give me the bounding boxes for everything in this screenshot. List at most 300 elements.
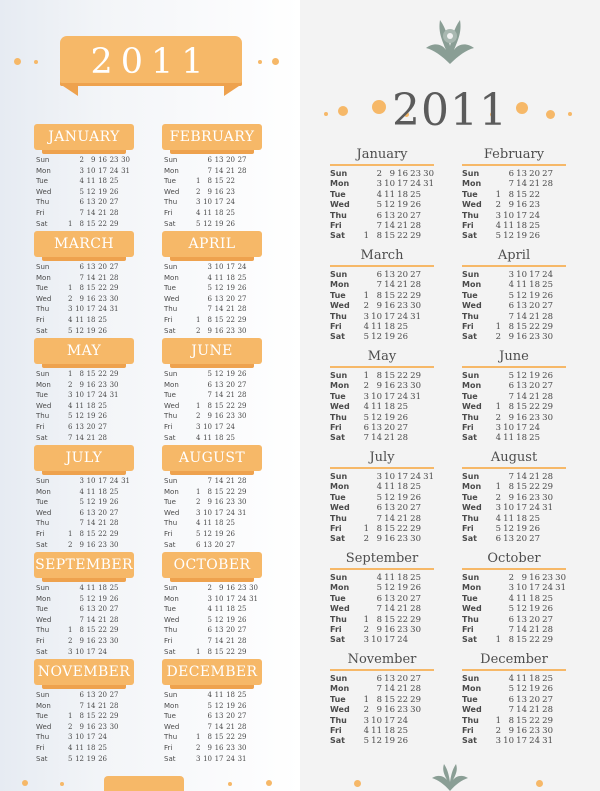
weekday-label: Thu <box>164 733 178 742</box>
day-numbers <box>189 615 262 626</box>
day-numbers <box>356 524 434 534</box>
day-number: 23 <box>237 584 247 592</box>
day-numbers <box>61 208 134 219</box>
day-numbers <box>61 262 134 273</box>
day-number: 17 <box>384 635 395 646</box>
week-row <box>162 208 262 219</box>
month-name: JUNE <box>162 338 262 364</box>
day-number: 15 <box>86 529 96 538</box>
day-numbers <box>61 315 134 326</box>
right-calendar-panel <box>300 0 600 791</box>
day-number: 30 <box>410 534 421 545</box>
day-numbers <box>356 503 434 513</box>
day-number <box>488 674 501 684</box>
day-number: 13 <box>503 534 514 545</box>
day-number <box>553 312 566 322</box>
day-number: 6 <box>495 534 501 545</box>
week-row <box>162 754 262 765</box>
weekday-label: Sat <box>164 326 176 335</box>
day-number <box>356 221 369 231</box>
day-number: 1 <box>196 647 201 656</box>
week-row <box>330 433 434 443</box>
day-numbers <box>61 283 134 294</box>
day-number: 25 <box>529 433 540 444</box>
weekday-label: Sat <box>462 635 477 645</box>
day-number: 23 <box>397 534 408 545</box>
day-number: 15 <box>384 523 395 534</box>
week-row <box>162 219 262 230</box>
week-row <box>34 508 134 519</box>
day-number: 13 <box>384 593 395 604</box>
weekday-label: Tue <box>462 492 478 502</box>
month-underline <box>330 467 434 469</box>
day-number <box>408 332 421 342</box>
weekday-label: Mon <box>36 487 51 496</box>
day-number <box>189 283 201 294</box>
week-row <box>162 433 262 444</box>
day-number <box>189 369 201 380</box>
weekday-label: Sat <box>462 736 477 746</box>
day-number: 1 <box>196 733 201 742</box>
day-numbers <box>189 508 262 519</box>
day-number: 2 <box>495 200 501 211</box>
day-number: 24 <box>397 635 408 646</box>
day-number: 5 <box>495 523 501 534</box>
day-numbers <box>356 534 434 544</box>
day-number: 21 <box>98 701 107 710</box>
day-number: 17 <box>86 647 96 656</box>
day-number: 15 <box>86 626 96 635</box>
day-number: 13 <box>516 694 527 705</box>
day-number: 4 <box>68 315 73 324</box>
day-number <box>189 304 201 315</box>
day-number <box>189 390 201 401</box>
weekday-label: Thu <box>36 305 50 314</box>
day-number: 29 <box>410 371 421 381</box>
week-row <box>162 273 262 284</box>
week-row <box>330 280 434 290</box>
day-number <box>356 674 369 684</box>
week-row <box>162 529 262 540</box>
day-number: 12 <box>75 326 84 335</box>
day-number: 12 <box>516 604 527 615</box>
day-number: 7 <box>376 220 382 231</box>
week-row <box>330 301 434 311</box>
day-number: 19 <box>384 412 395 423</box>
day-number: 17 <box>98 166 107 175</box>
weekday-label: Thu <box>164 198 178 207</box>
day-number: 24 <box>397 391 408 402</box>
week-row <box>162 625 262 636</box>
decor-dot <box>272 58 279 65</box>
day-number: 6 <box>79 691 84 699</box>
day-number: 25 <box>226 208 235 217</box>
day-numbers <box>488 472 566 482</box>
day-number <box>235 208 247 219</box>
day-number: 24 <box>529 210 540 221</box>
day-number: 16 <box>214 498 224 507</box>
day-number: 21 <box>397 513 408 524</box>
day-number <box>356 684 369 694</box>
day-number: 22 <box>226 401 235 410</box>
day-number <box>421 433 434 443</box>
day-number <box>488 472 501 482</box>
day-number: 2 <box>495 412 501 423</box>
day-number: 31 <box>109 305 119 314</box>
day-number: 14 <box>214 166 224 175</box>
day-number <box>61 197 73 208</box>
day-number <box>235 176 247 187</box>
day-number: 29 <box>109 219 119 228</box>
week-row <box>34 411 134 422</box>
day-number <box>421 332 434 342</box>
day-number <box>235 529 247 540</box>
day-number: 3 <box>508 583 514 594</box>
day-number: 16 <box>529 573 540 583</box>
day-number: 26 <box>237 701 247 710</box>
week-row <box>34 273 134 284</box>
week-row <box>462 736 566 746</box>
day-number: 7 <box>79 701 84 710</box>
day-number: 20 <box>397 270 408 280</box>
day-number: 25 <box>397 725 408 736</box>
day-number: 10 <box>75 305 84 314</box>
weekday-label: Tue <box>330 694 346 704</box>
day-numbers <box>356 413 434 423</box>
year-title-right: 2011 <box>392 85 508 136</box>
day-number: 23 <box>226 498 235 507</box>
day-number: 3 <box>207 263 212 271</box>
day-number: 22 <box>397 694 408 705</box>
day-number <box>553 322 566 332</box>
weekday-label: Wed <box>164 401 180 410</box>
month-name: March <box>360 248 404 263</box>
month-underline <box>462 366 566 368</box>
month-block-september <box>330 550 434 646</box>
day-number <box>247 273 259 284</box>
month-name: May <box>367 349 397 364</box>
day-numbers <box>488 280 566 290</box>
day-number <box>247 315 259 326</box>
day-number: 14 <box>214 722 224 731</box>
month-days <box>162 583 262 657</box>
day-number: 30 <box>109 380 119 389</box>
day-number: 20 <box>226 156 235 164</box>
day-number: 24 <box>529 422 540 433</box>
day-number <box>553 301 566 311</box>
day-numbers <box>356 423 434 433</box>
day-number: 7 <box>376 513 382 524</box>
day-number: 11 <box>214 691 224 699</box>
day-numbers <box>356 604 434 614</box>
day-number <box>247 176 259 187</box>
day-numbers <box>189 369 262 380</box>
day-number: 1 <box>68 219 73 228</box>
day-numbers <box>488 190 566 200</box>
day-number <box>119 176 131 187</box>
day-number: 21 <box>98 273 107 282</box>
day-number: 14 <box>86 519 96 528</box>
week-row <box>34 701 134 712</box>
day-number: 20 <box>226 294 235 303</box>
day-number: 4 <box>68 401 73 410</box>
day-number <box>119 743 131 754</box>
day-numbers <box>61 476 134 487</box>
day-numbers <box>189 401 262 412</box>
week-row <box>34 369 134 380</box>
month-name: MARCH <box>34 231 134 257</box>
day-numbers <box>356 726 434 736</box>
day-number <box>421 684 434 694</box>
day-numbers <box>356 291 434 301</box>
day-number: 19 <box>397 583 408 594</box>
weekday-label: Wed <box>36 508 52 517</box>
weekday-label: Tue <box>330 593 346 603</box>
day-number: 22 <box>397 614 408 625</box>
day-number: 3 <box>376 179 382 190</box>
day-number: 25 <box>410 189 421 200</box>
day-number <box>540 231 553 241</box>
day-number: 9 <box>508 725 514 736</box>
day-number: 8 <box>508 321 514 332</box>
day-number: 10 <box>75 647 84 656</box>
month-days <box>34 262 134 336</box>
day-number: 12 <box>516 684 527 695</box>
day-number: 8 <box>508 482 514 493</box>
weekday-label: Sun <box>330 573 348 582</box>
weekday-label: Wed <box>36 401 52 410</box>
day-number: 25 <box>226 433 235 442</box>
weekday-label: Fri <box>164 208 173 217</box>
day-number: 26 <box>237 284 247 293</box>
day-number: 1 <box>196 315 201 324</box>
day-numbers <box>488 381 566 391</box>
day-number: 31 <box>410 311 421 322</box>
day-number: 11 <box>75 743 84 752</box>
weekday-label: Mon <box>330 179 350 189</box>
weekday-label: Thu <box>462 311 479 321</box>
day-number <box>107 433 119 444</box>
day-number: 28 <box>237 305 247 314</box>
day-numbers <box>61 701 134 712</box>
day-number: 14 <box>75 433 84 442</box>
day-number <box>421 291 434 301</box>
week-row <box>462 270 566 280</box>
day-number: 3 <box>508 270 514 280</box>
day-number: 5 <box>508 290 514 301</box>
day-number: 15 <box>214 647 224 656</box>
day-number: 27 <box>529 534 540 545</box>
month-underline <box>462 265 566 267</box>
day-number <box>61 176 73 187</box>
day-number: 17 <box>516 736 527 747</box>
day-number: 21 <box>529 705 540 716</box>
week-row <box>162 647 262 658</box>
day-number <box>553 684 566 694</box>
day-number <box>119 690 131 701</box>
day-number <box>61 487 73 498</box>
day-numbers <box>61 722 134 733</box>
day-number: 6 <box>79 198 84 207</box>
month-name: DECEMBER <box>162 659 262 685</box>
day-numbers <box>488 583 566 593</box>
week-row <box>462 514 566 524</box>
day-number: 15 <box>214 315 224 324</box>
day-numbers <box>189 722 262 733</box>
day-number: 16 <box>516 200 527 211</box>
weekday-label: Tue <box>330 290 346 300</box>
day-number: 27 <box>542 169 553 179</box>
day-number: 5 <box>207 615 212 624</box>
day-number <box>356 169 369 179</box>
day-numbers <box>356 190 434 200</box>
day-numbers <box>61 369 134 380</box>
week-row <box>34 529 134 540</box>
week-row <box>162 690 262 701</box>
day-number <box>488 280 501 290</box>
week-row <box>34 283 134 294</box>
day-numbers <box>356 270 434 280</box>
day-number: 2 <box>196 498 201 507</box>
week-row <box>462 231 566 241</box>
day-number <box>107 401 119 412</box>
day-number: 22 <box>226 177 235 186</box>
day-number <box>247 732 259 743</box>
day-number <box>235 197 247 208</box>
day-number: 14 <box>214 391 224 400</box>
day-numbers <box>488 503 566 513</box>
day-number: 9 <box>508 492 514 503</box>
day-number: 12 <box>384 492 395 503</box>
day-number: 12 <box>214 370 224 378</box>
day-numbers <box>61 690 134 701</box>
day-number <box>540 200 553 210</box>
day-number: 1 <box>68 529 73 538</box>
day-number: 17 <box>529 583 540 594</box>
day-number: 21 <box>529 311 540 322</box>
day-number: 7 <box>508 624 514 635</box>
day-numbers <box>61 326 134 337</box>
day-number: 27 <box>542 694 553 705</box>
month-name: SEPTEMBER <box>34 552 134 578</box>
day-number: 28 <box>237 477 247 485</box>
day-number: 3 <box>495 210 501 221</box>
day-number: 29 <box>109 529 119 538</box>
day-number: 26 <box>542 604 553 615</box>
week-row <box>34 487 134 498</box>
day-number <box>553 332 566 342</box>
day-number: 4 <box>79 487 84 496</box>
decor-dot <box>258 60 262 64</box>
day-number: 24 <box>237 263 247 271</box>
day-number <box>235 433 247 444</box>
week-row <box>34 304 134 315</box>
week-row <box>34 208 134 219</box>
day-number: 29 <box>542 715 553 726</box>
day-number: 10 <box>371 311 382 322</box>
week-row <box>162 326 262 337</box>
weekday-label: Tue <box>330 189 346 199</box>
day-numbers <box>356 716 434 726</box>
day-number: 6 <box>79 508 84 517</box>
day-numbers <box>61 732 134 743</box>
day-number <box>488 583 501 593</box>
week-row <box>330 190 434 200</box>
day-number: 19 <box>226 615 235 624</box>
weekday-label: Sat <box>462 534 477 544</box>
day-number: 9 <box>79 540 84 549</box>
weekday-label: Fri <box>330 725 342 735</box>
weekday-label: Thu <box>330 311 347 321</box>
day-number: 27 <box>542 301 553 312</box>
day-number <box>553 392 566 402</box>
week-row <box>462 322 566 332</box>
day-number: 3 <box>68 305 73 314</box>
day-numbers <box>189 155 262 166</box>
day-numbers <box>488 534 566 544</box>
day-number: 18 <box>98 177 107 186</box>
day-number: 12 <box>86 594 96 603</box>
weekday-label: Wed <box>36 294 52 303</box>
day-number: 31 <box>542 736 553 747</box>
day-number: 14 <box>384 604 395 615</box>
week-row <box>330 573 434 583</box>
month-name: December <box>480 652 548 667</box>
week-row <box>330 684 434 694</box>
weekday-label: Wed <box>164 187 180 196</box>
day-number: 3 <box>196 508 201 517</box>
week-row <box>330 493 434 503</box>
day-number: 12 <box>503 523 514 534</box>
week-row <box>162 476 262 487</box>
day-number: 17 <box>516 210 527 221</box>
day-number: 13 <box>384 674 395 684</box>
week-row <box>330 514 434 524</box>
day-number: 15 <box>516 715 527 726</box>
day-number <box>247 422 259 433</box>
day-numbers <box>189 208 262 219</box>
day-number: 20 <box>98 605 107 614</box>
day-number: 21 <box>98 519 107 528</box>
weekday-label: Mon <box>36 380 51 389</box>
day-number: 26 <box>542 684 553 695</box>
weekday-label: Fri <box>462 523 474 533</box>
weekday-label: Tue <box>164 605 176 614</box>
week-row <box>162 508 262 519</box>
weekday-label: Wed <box>164 615 180 624</box>
day-number: 11 <box>75 315 84 324</box>
day-numbers <box>189 732 262 743</box>
weekday-label: Tue <box>462 189 478 199</box>
day-number: 19 <box>384 736 395 747</box>
week-row <box>162 294 262 305</box>
week-row <box>34 615 134 626</box>
day-number: 4 <box>508 593 514 604</box>
day-number: 29 <box>410 290 421 301</box>
day-number: 19 <box>98 594 107 603</box>
day-number: 23 <box>226 412 235 421</box>
day-number: 6 <box>79 263 84 271</box>
year-title-ribbon <box>60 36 242 86</box>
month-block-may <box>34 338 134 443</box>
day-number <box>189 294 201 305</box>
day-number: 13 <box>86 691 96 699</box>
day-number: 25 <box>226 519 235 528</box>
day-number <box>421 200 434 210</box>
day-number: 29 <box>542 402 553 413</box>
weekday-label: Sun <box>330 472 348 481</box>
week-row <box>34 594 134 605</box>
